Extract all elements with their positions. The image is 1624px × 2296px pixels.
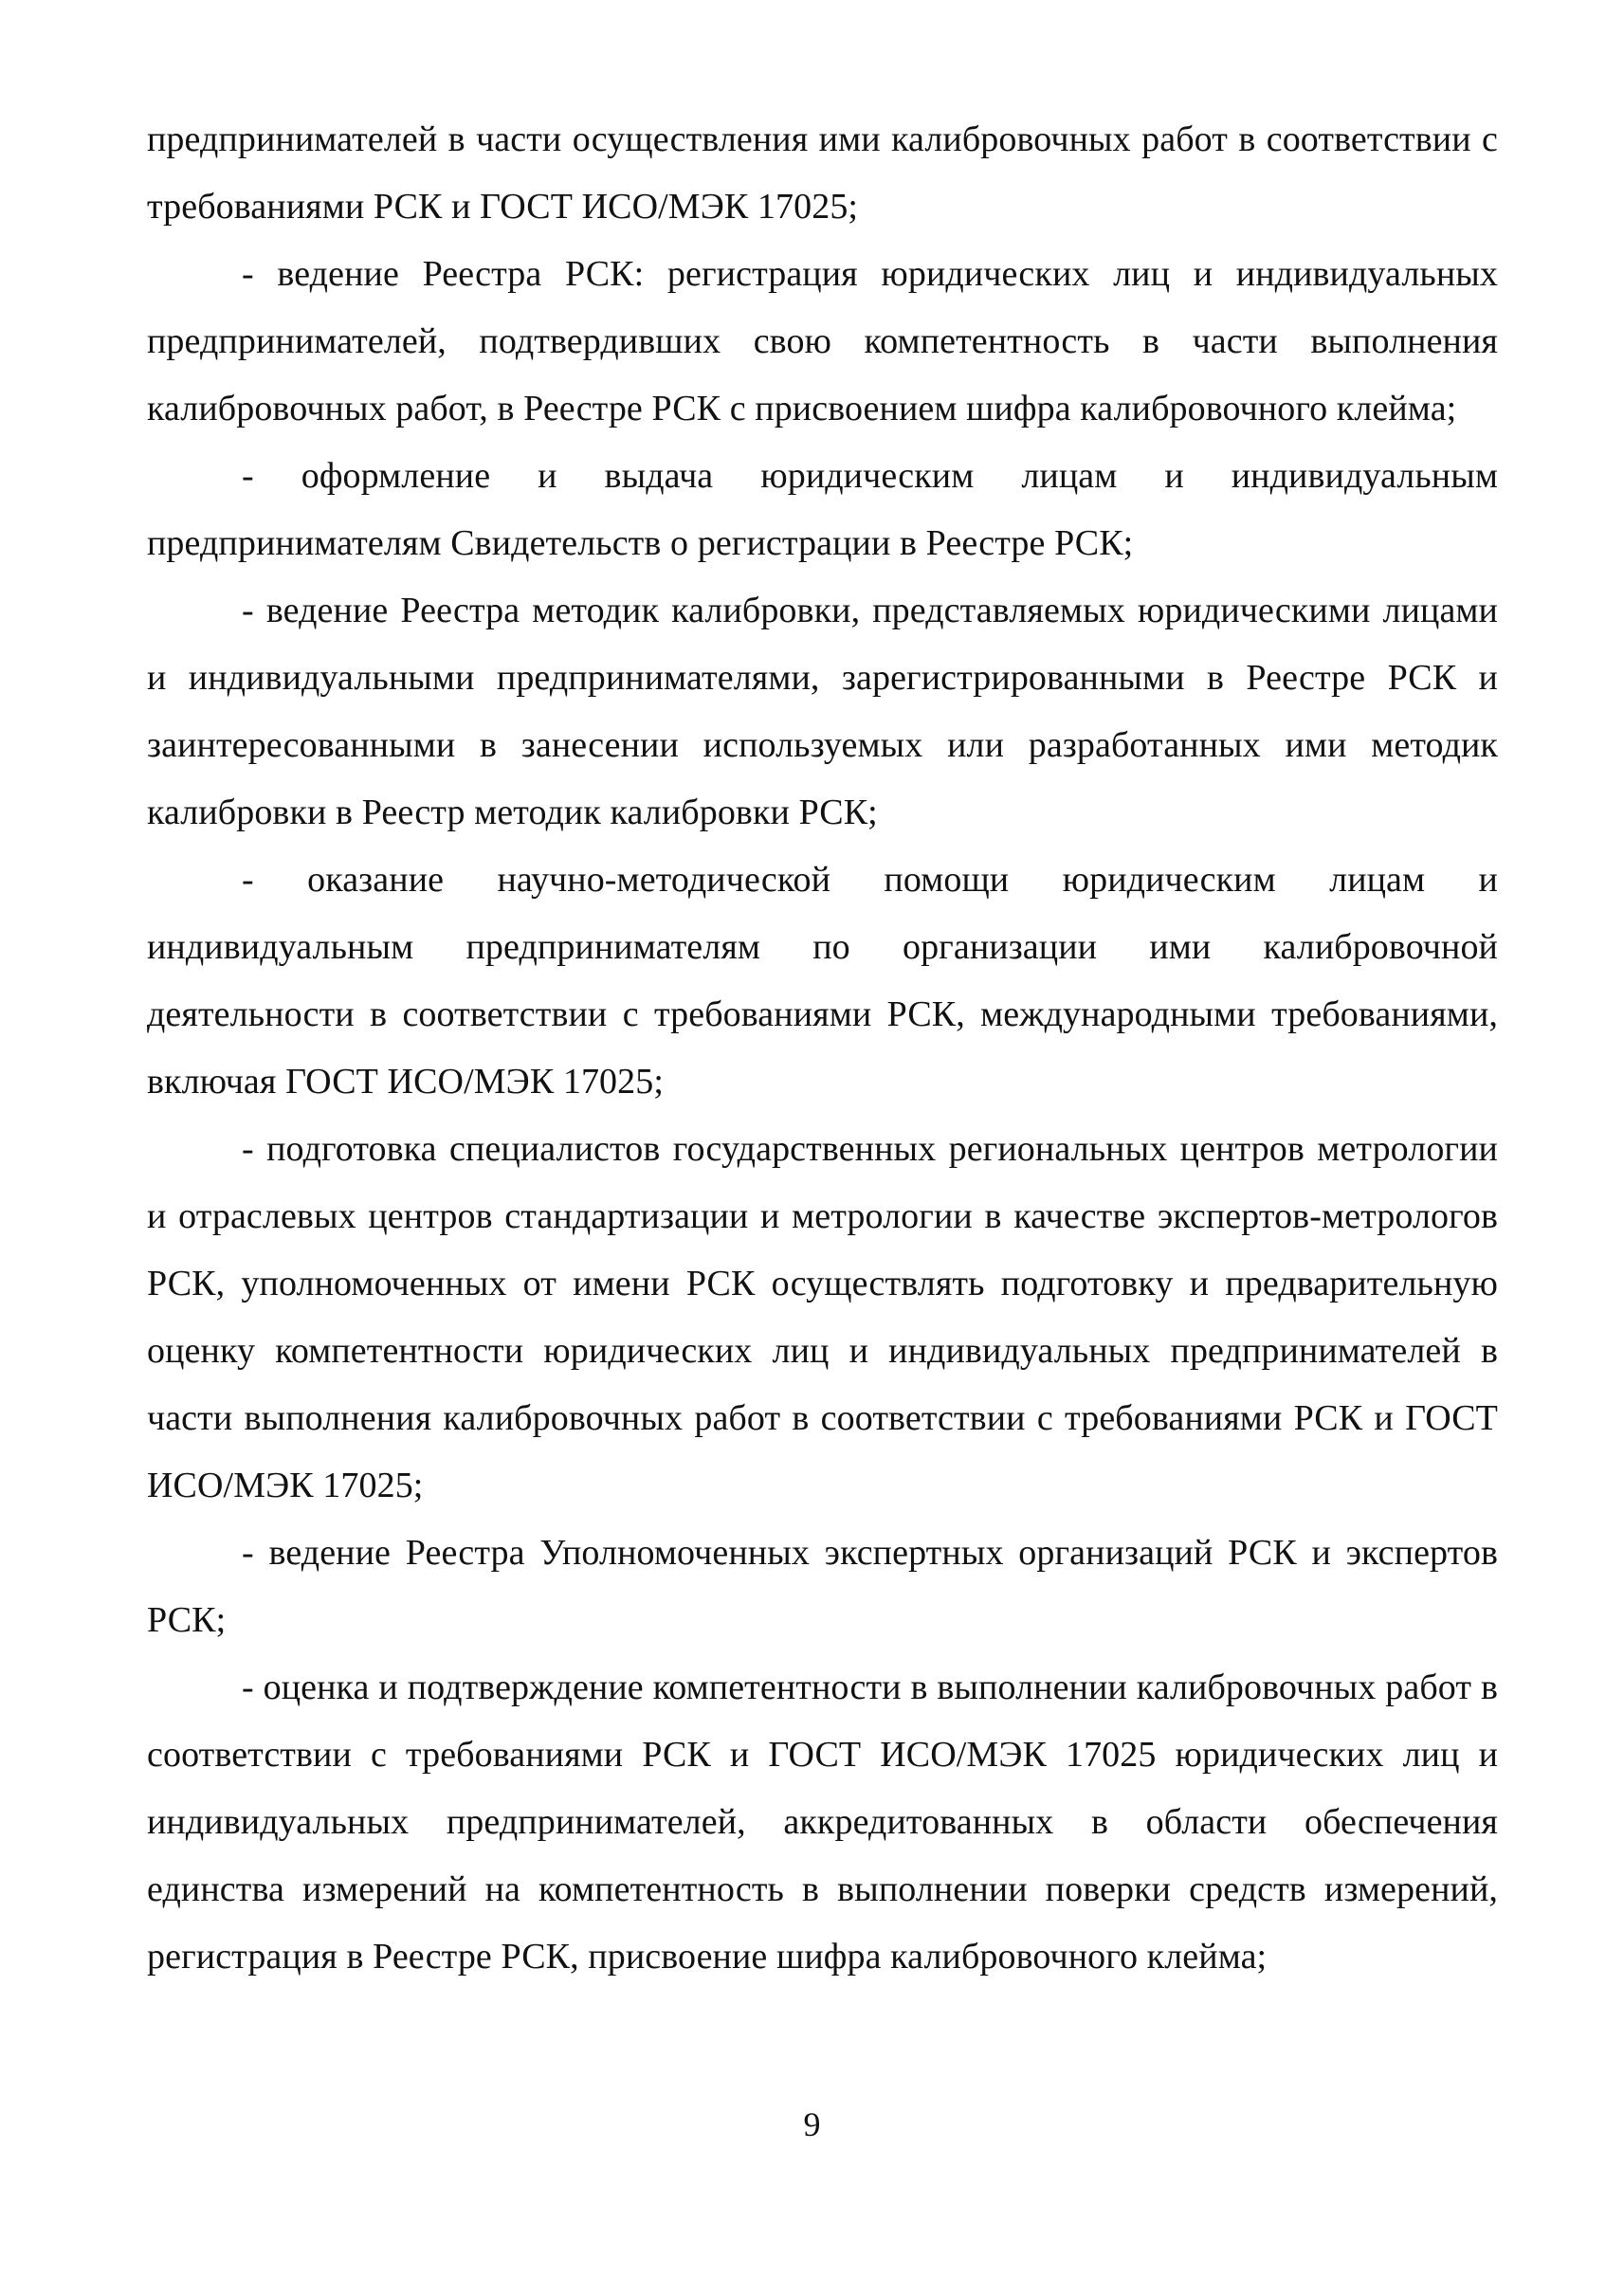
paragraph-continuation: предпринимателей в части осуществления ими калибровочных работ в соответствии с требованиями РСК и ГОСТ ИСО/МЭК 17025; [147, 119, 1498, 227]
paragraph-competence-assessment: - оценка и подтверждение компетентности в выполнении калибровочных работ в соответствии с требованиями РСК и ГОСТ ИСО/МЭК 17025 юридических лиц и индивидуальных предпринимателей, аккредитованных в области обеспечения единства измерений на компетентность в выполнении поверки средств измерений, регистрация в Реестре РСК, присвоение шифра калибровочного клейма; [147, 1667, 1498, 1977]
paragraph-expert-training: - подготовка специалистов государственных региональных центров метрологии и отраслевых центров стандартизации и метрологии в качестве экспертов-метрологов РСК, уполномоченных от имени РСК осуществлять подготовку и предварительную оценку компетентности юридических лиц и индивидуальных предпринимателей в части выполнения калибровочных работ в соответствии с требованиями РСК и ГОСТ ИСО/МЭК 17025; [147, 1129, 1498, 1505]
paragraph-certificates: - оформление и выдача юридическим лицам и индивидуальным предпринимателям Свидетельств о регистрации в Реестре РСК; [147, 456, 1498, 563]
paragraph-registry-rsk: - ведение Реестра РСК: регистрация юридических лиц и индивидуальных предпринимателей, подтвердивших свою компетентность в части выполнения калибровочных работ, в Реестре РСК с присвоением шифра калибровочного клейма; [147, 254, 1498, 428]
page-number: 9 [803, 2105, 821, 2143]
paragraph-methods-registry: - ведение Реестра методик калибровки, представляемых юридическими лицами и индивидуальными предпринимателями, зарегистрированными в Реестре РСК и заинтересованными в занесении используемых или разработанных ими методик калибровки в Реестр методик калибровки РСК; [147, 591, 1498, 832]
paragraph-methodical-help: - оказание научно-методической помощи юридическим лицам и индивидуальным предпринимателям по организации ими калибровочной деятельности в соответствии с требованиями РСК, международными требованиями, включая ГОСТ ИСО/МЭК 17025; [147, 860, 1498, 1102]
paragraph-expert-registry: - ведение Реестра Уполномоченных экспертных организаций РСК и экспертов РСК; [147, 1533, 1498, 1640]
document-body [147, 106, 1498, 1991]
